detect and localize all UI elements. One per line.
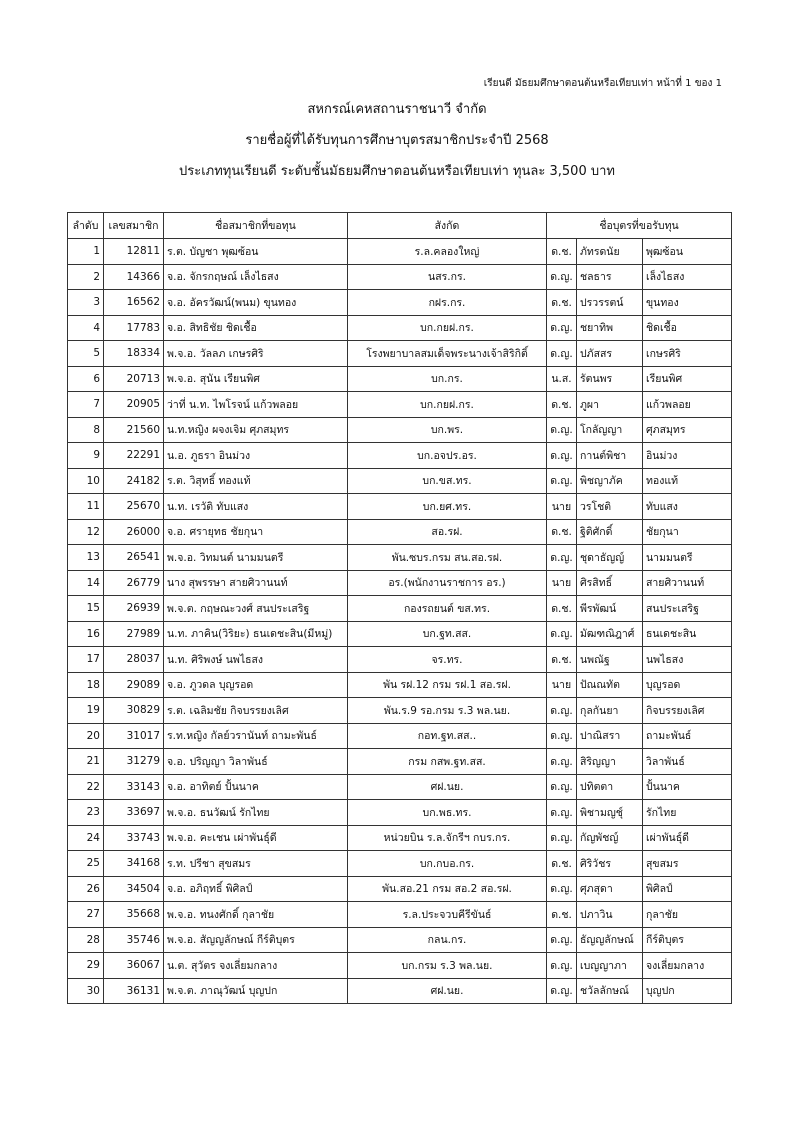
table-row bbox=[68, 417, 732, 443]
child-last-name: บุญปก bbox=[643, 978, 732, 1004]
row-number: 6 bbox=[68, 366, 104, 392]
child-last-name: สนประเสริฐ bbox=[643, 596, 732, 622]
child-prefix: ด.ญ. bbox=[547, 417, 577, 443]
row-number: 13 bbox=[68, 545, 104, 571]
child-last-name: ชัยกุนา bbox=[643, 519, 732, 545]
member-name: ร.ต. วิสุทธิ์ ทองแท้ bbox=[164, 468, 348, 494]
unit: บก.อจปร.อร. bbox=[348, 443, 547, 469]
child-prefix: ด.ญ. bbox=[547, 621, 577, 647]
table-row bbox=[68, 647, 732, 673]
child-first-name: พีรพัฒน์ bbox=[577, 596, 643, 622]
unit: จร.ทร. bbox=[348, 647, 547, 673]
child-last-name: เกษรศิริ bbox=[643, 341, 732, 367]
member-id: 29089 bbox=[104, 672, 164, 698]
child-last-name: นพไธสง bbox=[643, 647, 732, 673]
child-first-name: ภูผา bbox=[577, 392, 643, 418]
unit: บก.กร. bbox=[348, 366, 547, 392]
unit: พัน.ร.9 รอ.กรม ร.3 พล.นย. bbox=[348, 698, 547, 724]
child-prefix: นาย bbox=[547, 672, 577, 698]
child-prefix: ด.ญ. bbox=[547, 953, 577, 979]
unit: บก.ขส.ทร. bbox=[348, 468, 547, 494]
child-last-name: รักไทย bbox=[643, 800, 732, 826]
table-row bbox=[68, 672, 732, 698]
table-row bbox=[68, 315, 732, 341]
child-prefix: ด.ช. bbox=[547, 596, 577, 622]
member-id: 24182 bbox=[104, 468, 164, 494]
row-number: 2 bbox=[68, 264, 104, 290]
table-row bbox=[68, 264, 732, 290]
unit: บก.ยศ.ทร. bbox=[348, 494, 547, 520]
child-first-name: กุลกันยา bbox=[577, 698, 643, 724]
member-id: 27989 bbox=[104, 621, 164, 647]
row-number: 16 bbox=[68, 621, 104, 647]
member-id: 26779 bbox=[104, 570, 164, 596]
child-first-name: ฐิติศักดิ์ bbox=[577, 519, 643, 545]
member-name: น.ท.หญิง ผจงเจิม ศุภสมุทร bbox=[164, 417, 348, 443]
table-row bbox=[68, 290, 732, 316]
member-id: 31279 bbox=[104, 749, 164, 775]
child-prefix: ด.ญ. bbox=[547, 264, 577, 290]
member-id: 28037 bbox=[104, 647, 164, 673]
member-name: พ.จ.ต. ภาณุวัฒน์ บุญปก bbox=[164, 978, 348, 1004]
row-number: 26 bbox=[68, 876, 104, 902]
child-prefix: ด.ช. bbox=[547, 290, 577, 316]
member-name: พ.จ.ต. กฤษณะวงศ์ สนประเสริฐ bbox=[164, 596, 348, 622]
row-number: 30 bbox=[68, 978, 104, 1004]
child-first-name: ธัญญลักษณ์ bbox=[577, 927, 643, 953]
child-last-name: พิศิลป์ bbox=[643, 876, 732, 902]
member-id: 20905 bbox=[104, 392, 164, 418]
member-name: พ.จ.อ. ธนวัฒน์ รักไทย bbox=[164, 800, 348, 826]
table-row bbox=[68, 698, 732, 724]
child-last-name: ปั้นนาค bbox=[643, 774, 732, 800]
row-number: 22 bbox=[68, 774, 104, 800]
child-prefix: นาย bbox=[547, 494, 577, 520]
child-last-name: ธนเดชะสิน bbox=[643, 621, 732, 647]
list-title: รายชื่อผู้ที่ได้รับทุนการศึกษาบุตรสมาชิกประจำปี 2568 bbox=[245, 133, 549, 148]
child-prefix: ด.ญ. bbox=[547, 723, 577, 749]
row-number: 15 bbox=[68, 596, 104, 622]
member-id: 25670 bbox=[104, 494, 164, 520]
member-id: 18334 bbox=[104, 341, 164, 367]
row-number: 21 bbox=[68, 749, 104, 775]
unit: กฝร.กร. bbox=[348, 290, 547, 316]
unit: บก.กบอ.กร. bbox=[348, 851, 547, 877]
table-row bbox=[68, 494, 732, 520]
child-first-name: ชลธาร bbox=[577, 264, 643, 290]
child-last-name: ถามะพันธ์ bbox=[643, 723, 732, 749]
organization-title: สหกรณ์เคหสถานราชนาวี จำกัด bbox=[307, 102, 487, 117]
member-id: 26541 bbox=[104, 545, 164, 571]
child-first-name: ปรวรรตน์ bbox=[577, 290, 643, 316]
row-number: 11 bbox=[68, 494, 104, 520]
member-name: ร.ต. บัญชา พุฒซ้อน bbox=[164, 239, 348, 265]
member-id: 31017 bbox=[104, 723, 164, 749]
table-row bbox=[68, 876, 732, 902]
child-first-name: พิชามญชุ์ bbox=[577, 800, 643, 826]
row-number: 7 bbox=[68, 392, 104, 418]
member-name: ร.ท. ปรีชา สุขสมร bbox=[164, 851, 348, 877]
child-first-name: นพณัฐ bbox=[577, 647, 643, 673]
child-last-name: ขุนทอง bbox=[643, 290, 732, 316]
member-name: ร.ท.หญิง กัลย์วรานันท์ ถามะพันธ์ bbox=[164, 723, 348, 749]
child-last-name: บุญรอด bbox=[643, 672, 732, 698]
member-id: 14366 bbox=[104, 264, 164, 290]
unit: ร.ล.ประจวบคีรีขันธ์ bbox=[348, 902, 547, 928]
child-first-name: กานต์พิชา bbox=[577, 443, 643, 469]
child-first-name: ภัทรดนัย bbox=[577, 239, 643, 265]
member-name: จ.อ. อาทิตย์ ปั้นนาค bbox=[164, 774, 348, 800]
table-row bbox=[68, 392, 732, 418]
child-last-name: เผ่าพันธุ์ดี bbox=[643, 825, 732, 851]
member-id: 34504 bbox=[104, 876, 164, 902]
child-last-name: สุขสมร bbox=[643, 851, 732, 877]
child-first-name: มัฒฑณิฎาศ์ bbox=[577, 621, 643, 647]
member-name: น.ท. เรวัติ ทับแสง bbox=[164, 494, 348, 520]
child-last-name: เล็งไธสง bbox=[643, 264, 732, 290]
member-name: พ.จ.อ. สัญญลักษณ์ กีร์ติบุตร bbox=[164, 927, 348, 953]
table-row bbox=[68, 570, 732, 596]
unit: พัน รฝ.12 กรม รฝ.1 สอ.รฝ. bbox=[348, 672, 547, 698]
table-row bbox=[68, 545, 732, 571]
member-name: จ.อ. อัครวัฒน์(พนม) ขุนทอง bbox=[164, 290, 348, 316]
member-id: 26000 bbox=[104, 519, 164, 545]
child-last-name: เรียนพิศ bbox=[643, 366, 732, 392]
child-first-name: รัตนพร bbox=[577, 366, 643, 392]
unit: โรงพยาบาลสมเด็จพระนางเจ้าสิริกิติ์ bbox=[348, 341, 547, 367]
child-first-name: ปภัสสร bbox=[577, 341, 643, 367]
child-last-name: อินม่วง bbox=[643, 443, 732, 469]
row-number: 9 bbox=[68, 443, 104, 469]
member-id: 34168 bbox=[104, 851, 164, 877]
member-id: 33743 bbox=[104, 825, 164, 851]
table-body bbox=[68, 239, 732, 1004]
unit: กรม กสพ.ฐท.สส. bbox=[348, 749, 547, 775]
child-last-name: พุฒซ้อน bbox=[643, 239, 732, 265]
child-first-name: ปทิตตา bbox=[577, 774, 643, 800]
member-name: ร.ต. เฉลิมชัย กิจบรรยงเลิศ bbox=[164, 698, 348, 724]
child-prefix: ด.ช. bbox=[547, 519, 577, 545]
member-name: ว่าที่ น.ท. ไพโรจน์ แก้วพลอย bbox=[164, 392, 348, 418]
child-last-name: ชิดเชื้อ bbox=[643, 315, 732, 341]
row-number: 18 bbox=[68, 672, 104, 698]
unit: พัน.สอ.21 กรม สอ.2 สอ.รฝ. bbox=[348, 876, 547, 902]
row-number: 8 bbox=[68, 417, 104, 443]
header-unit: สังกัด bbox=[348, 213, 547, 239]
child-last-name: สายศิวานนท์ bbox=[643, 570, 732, 596]
row-number: 24 bbox=[68, 825, 104, 851]
unit: อร.(พนักงานราชการ อร.) bbox=[348, 570, 547, 596]
table-row bbox=[68, 825, 732, 851]
child-prefix: ด.ญ. bbox=[547, 800, 577, 826]
child-prefix: ด.ญ. bbox=[547, 545, 577, 571]
member-name: พ.จ.อ. วิทมนต์ นามมนตรี bbox=[164, 545, 348, 571]
row-number: 29 bbox=[68, 953, 104, 979]
child-prefix: นาย bbox=[547, 570, 577, 596]
child-first-name: ปาณิสรา bbox=[577, 723, 643, 749]
member-name: จ.อ. ภูวดล บุญรอด bbox=[164, 672, 348, 698]
member-id: 26939 bbox=[104, 596, 164, 622]
scholarship-table bbox=[67, 212, 732, 1004]
child-last-name: กุลาชัย bbox=[643, 902, 732, 928]
row-number: 28 bbox=[68, 927, 104, 953]
child-first-name: พิชญาภัค bbox=[577, 468, 643, 494]
child-prefix: ด.ช. bbox=[547, 851, 577, 877]
member-name: จ.อ. อภิฤทธิ์ พิศิลป์ bbox=[164, 876, 348, 902]
member-name: นาง สุพรรษา สายศิวานนท์ bbox=[164, 570, 348, 596]
unit: นสร.กร. bbox=[348, 264, 547, 290]
child-first-name: ปัณณทัต bbox=[577, 672, 643, 698]
unit: บก.กยฝ.กร. bbox=[348, 392, 547, 418]
member-name: น.ต. สุวัตร จงเลี่ยมกลาง bbox=[164, 953, 348, 979]
table-row bbox=[68, 902, 732, 928]
member-name: จ.อ. สิทธิชัย ชิดเชื้อ bbox=[164, 315, 348, 341]
member-id: 21560 bbox=[104, 417, 164, 443]
child-first-name: วรโชติ bbox=[577, 494, 643, 520]
member-name: น.ท. ศิริพงษ์ นพไธสง bbox=[164, 647, 348, 673]
member-id: 36131 bbox=[104, 978, 164, 1004]
row-number: 23 bbox=[68, 800, 104, 826]
child-first-name: เบญญาภา bbox=[577, 953, 643, 979]
unit: บก.พร. bbox=[348, 417, 547, 443]
member-name: จ.อ. ปริญญา วิลาพันธ์ bbox=[164, 749, 348, 775]
row-number: 25 bbox=[68, 851, 104, 877]
unit: กลน.กร. bbox=[348, 927, 547, 953]
table-row bbox=[68, 341, 732, 367]
member-id: 22291 bbox=[104, 443, 164, 469]
child-first-name: ศิริวัชร bbox=[577, 851, 643, 877]
child-prefix: ด.ญ. bbox=[547, 315, 577, 341]
member-id: 33697 bbox=[104, 800, 164, 826]
child-prefix: ด.ช. bbox=[547, 392, 577, 418]
unit: บก.พธ.ทร. bbox=[348, 800, 547, 826]
table-row bbox=[68, 978, 732, 1004]
child-prefix: ด.ช. bbox=[547, 239, 577, 265]
row-number: 27 bbox=[68, 902, 104, 928]
child-prefix: ด.ญ. bbox=[547, 876, 577, 902]
child-last-name: กีร์ติบุตร bbox=[643, 927, 732, 953]
header-member-id: เลขสมาชิก bbox=[104, 213, 164, 239]
member-id: 35668 bbox=[104, 902, 164, 928]
table-row bbox=[68, 927, 732, 953]
child-first-name: ศุภสุดา bbox=[577, 876, 643, 902]
unit: กอท.ฐท.สส.. bbox=[348, 723, 547, 749]
child-prefix: ด.ญ. bbox=[547, 749, 577, 775]
row-number: 20 bbox=[68, 723, 104, 749]
row-number: 5 bbox=[68, 341, 104, 367]
child-last-name: ทองแท้ bbox=[643, 468, 732, 494]
member-id: 30829 bbox=[104, 698, 164, 724]
child-first-name: สิริญญา bbox=[577, 749, 643, 775]
header-member-name: ชื่อสมาชิกที่ขอทุน bbox=[164, 213, 348, 239]
child-prefix: ด.ญ. bbox=[547, 443, 577, 469]
child-first-name: ศิรสิทธิ์ bbox=[577, 570, 643, 596]
child-last-name: นามมนตรี bbox=[643, 545, 732, 571]
child-first-name: ชุดาธัญญ์ bbox=[577, 545, 643, 571]
child-last-name: ศุภสมุทร bbox=[643, 417, 732, 443]
child-prefix: ด.ญ. bbox=[547, 774, 577, 800]
member-name: พ.จ.อ. คะเชน เผ่าพันธุ์ดี bbox=[164, 825, 348, 851]
member-name: น.อ. ภูธรา อินม่วง bbox=[164, 443, 348, 469]
child-last-name: วิลาพันธ์ bbox=[643, 749, 732, 775]
child-prefix: ด.ญ. bbox=[547, 825, 577, 851]
child-first-name: ปภาวิน bbox=[577, 902, 643, 928]
child-last-name: จงเลี่ยมกลาง bbox=[643, 953, 732, 979]
table-row bbox=[68, 443, 732, 469]
table-row bbox=[68, 239, 732, 265]
member-id: 16562 bbox=[104, 290, 164, 316]
header-no: ลำดับ bbox=[68, 213, 104, 239]
unit: บก.ฐท.สส. bbox=[348, 621, 547, 647]
page-header: เรียนดี มัธยมศึกษาตอนต้นหรือเทียบเท่า หน้าที่ 1 ของ 1 bbox=[483, 78, 722, 89]
document-titles bbox=[0, 101, 794, 194]
unit: ศฝ.นย. bbox=[348, 774, 547, 800]
child-prefix: ด.ช. bbox=[547, 902, 577, 928]
scholarship-type-title: ประเภททุนเรียนดี ระดับชั้นมัธยมศึกษาตอนต้นหรือเทียบเท่า ทุนละ 3,500 บาท bbox=[179, 164, 615, 179]
table-row bbox=[68, 723, 732, 749]
member-id: 36067 bbox=[104, 953, 164, 979]
member-name: จ.อ. จักรกฤษณ์ เล็งไธสง bbox=[164, 264, 348, 290]
child-first-name: ชวัลลักษณ์ bbox=[577, 978, 643, 1004]
table-row bbox=[68, 519, 732, 545]
child-prefix: ด.ญ. bbox=[547, 341, 577, 367]
child-first-name: โกลัญญา bbox=[577, 417, 643, 443]
table-row bbox=[68, 749, 732, 775]
child-prefix: ด.ญ. bbox=[547, 978, 577, 1004]
unit: บก.กยฝ.กร. bbox=[348, 315, 547, 341]
member-id: 20713 bbox=[104, 366, 164, 392]
row-number: 14 bbox=[68, 570, 104, 596]
child-prefix: ด.ญ. bbox=[547, 698, 577, 724]
member-name: พ.จ.อ. สุนัน เรียนพิศ bbox=[164, 366, 348, 392]
child-prefix: ด.ญ. bbox=[547, 927, 577, 953]
table-header-row bbox=[68, 213, 732, 239]
member-name: จ.อ. ศรายุทธ ชัยกุนา bbox=[164, 519, 348, 545]
member-name: พ.จ.อ. วัลลภ เกษรศิริ bbox=[164, 341, 348, 367]
table-row bbox=[68, 468, 732, 494]
table-row bbox=[68, 953, 732, 979]
row-number: 1 bbox=[68, 239, 104, 265]
child-last-name: แก้วพลอย bbox=[643, 392, 732, 418]
table-row bbox=[68, 774, 732, 800]
child-prefix: น.ส. bbox=[547, 366, 577, 392]
row-number: 10 bbox=[68, 468, 104, 494]
unit: ศฝ.นย. bbox=[348, 978, 547, 1004]
header-child-name: ชื่อบุตรที่ขอรับทุน bbox=[547, 213, 732, 239]
child-prefix: ด.ญ. bbox=[547, 468, 577, 494]
table-row bbox=[68, 596, 732, 622]
unit: หน่วยบิน ร.ล.จักรีฯ กบร.กร. bbox=[348, 825, 547, 851]
table-row bbox=[68, 800, 732, 826]
member-id: 33143 bbox=[104, 774, 164, 800]
member-name: น.ท. ภาคิน(วิริยะ) ธนเดชะสิน(มีหมู่) bbox=[164, 621, 348, 647]
unit: สอ.รฝ. bbox=[348, 519, 547, 545]
table-row bbox=[68, 621, 732, 647]
row-number: 12 bbox=[68, 519, 104, 545]
member-name: พ.จ.อ. ทนงศักดิ์ กุลาชัย bbox=[164, 902, 348, 928]
member-id: 17783 bbox=[104, 315, 164, 341]
unit: กองรถยนต์ ขส.ทร. bbox=[348, 596, 547, 622]
member-id: 35746 bbox=[104, 927, 164, 953]
child-last-name: ทับแสง bbox=[643, 494, 732, 520]
row-number: 19 bbox=[68, 698, 104, 724]
unit: ร.ล.คลองใหญ่ bbox=[348, 239, 547, 265]
row-number: 4 bbox=[68, 315, 104, 341]
member-id: 12811 bbox=[104, 239, 164, 265]
table-row bbox=[68, 366, 732, 392]
child-first-name: กัญพัชญ์ bbox=[577, 825, 643, 851]
child-last-name: กิจบรรยงเลิศ bbox=[643, 698, 732, 724]
row-number: 3 bbox=[68, 290, 104, 316]
unit: บก.กรม ร.3 พล.นย. bbox=[348, 953, 547, 979]
row-number: 17 bbox=[68, 647, 104, 673]
child-first-name: ชยาทิพ bbox=[577, 315, 643, 341]
child-prefix: ด.ช. bbox=[547, 647, 577, 673]
unit: พัน.ซบร.กรม สน.สอ.รฝ. bbox=[348, 545, 547, 571]
table-row bbox=[68, 851, 732, 877]
